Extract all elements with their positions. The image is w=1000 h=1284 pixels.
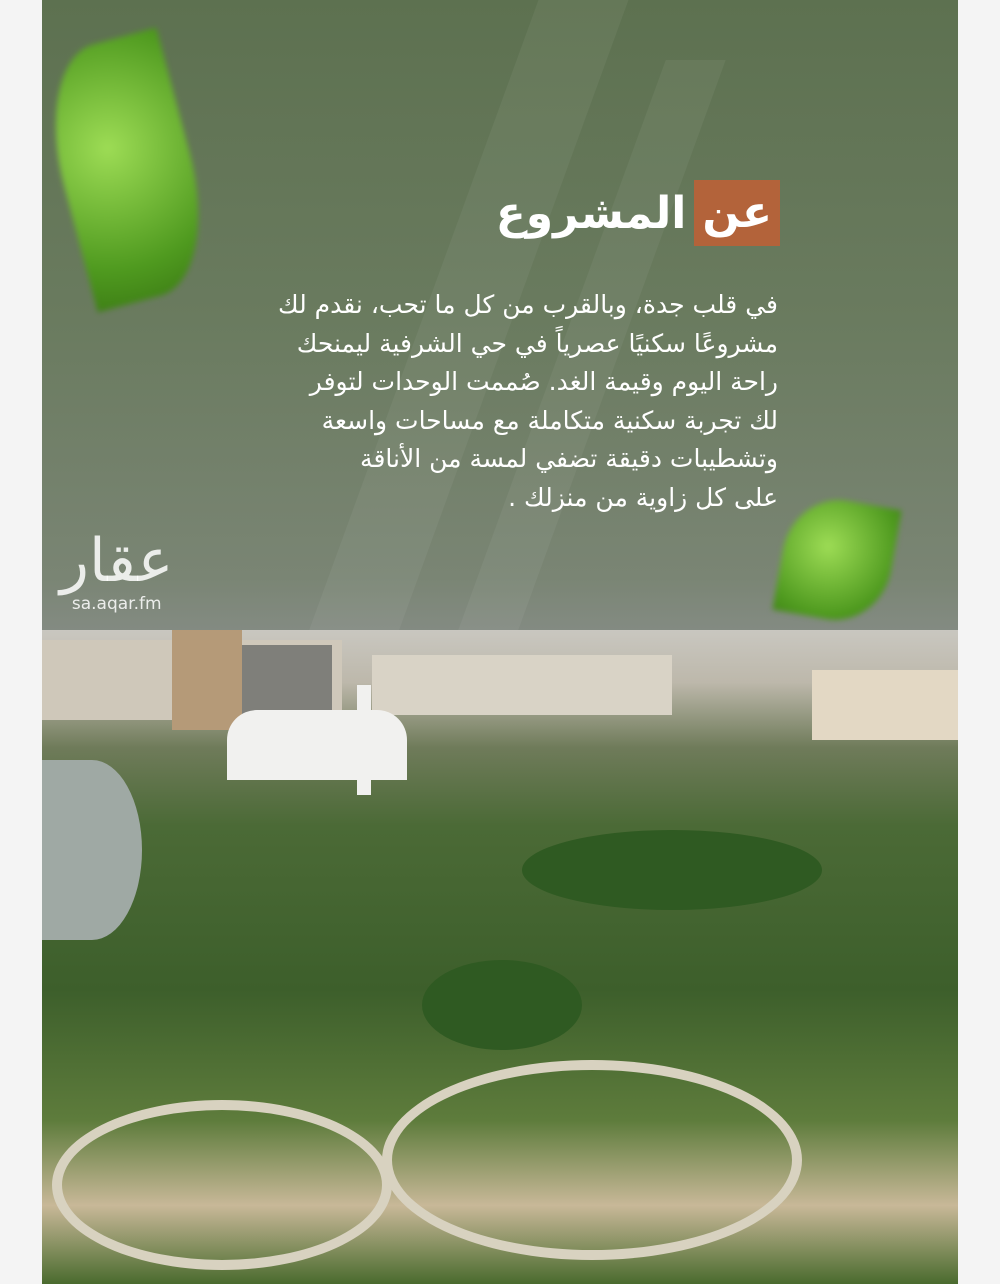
description-line: على كل زاوية من منزلك .	[508, 482, 778, 512]
title-highlight: عن	[694, 180, 780, 246]
description-line: راحة اليوم وقيمة الغد. صُممت الوحدات لتوفر	[309, 367, 778, 396]
garden-path	[382, 1060, 802, 1260]
watermark-url: sa.aqar.fm	[71, 594, 162, 614]
aerial-city-photo	[42, 630, 958, 1284]
description-line: وتشطيبات دقيقة تضفي لمسة من الأناقة	[360, 444, 778, 473]
description-line: في قلب جدة، وبالقرب من كل ما تحب، نقدم لك	[278, 290, 778, 319]
project-poster	[42, 0, 958, 1284]
aqar-watermark	[60, 528, 173, 614]
tree-cluster	[522, 830, 822, 910]
minaret	[357, 685, 371, 795]
section-title	[496, 180, 780, 246]
description-line: مشروعًا سكنيًا عصرياً في حي الشرفية ليمنحك	[296, 328, 778, 358]
title-text: المشروع	[495, 187, 687, 239]
garden-path	[52, 1100, 392, 1270]
leaf-decoration	[42, 28, 223, 313]
building	[812, 670, 958, 740]
project-description	[178, 286, 778, 517]
description-line: لك تجربة سكنية متكاملة مع مساحات واسعة	[321, 405, 778, 435]
lake	[42, 760, 142, 940]
building	[172, 630, 242, 730]
watermark-logo: عقار	[60, 526, 174, 596]
leaf-decoration	[772, 491, 901, 628]
mosque	[227, 710, 407, 780]
building	[372, 655, 672, 715]
tree-cluster	[422, 960, 582, 1050]
